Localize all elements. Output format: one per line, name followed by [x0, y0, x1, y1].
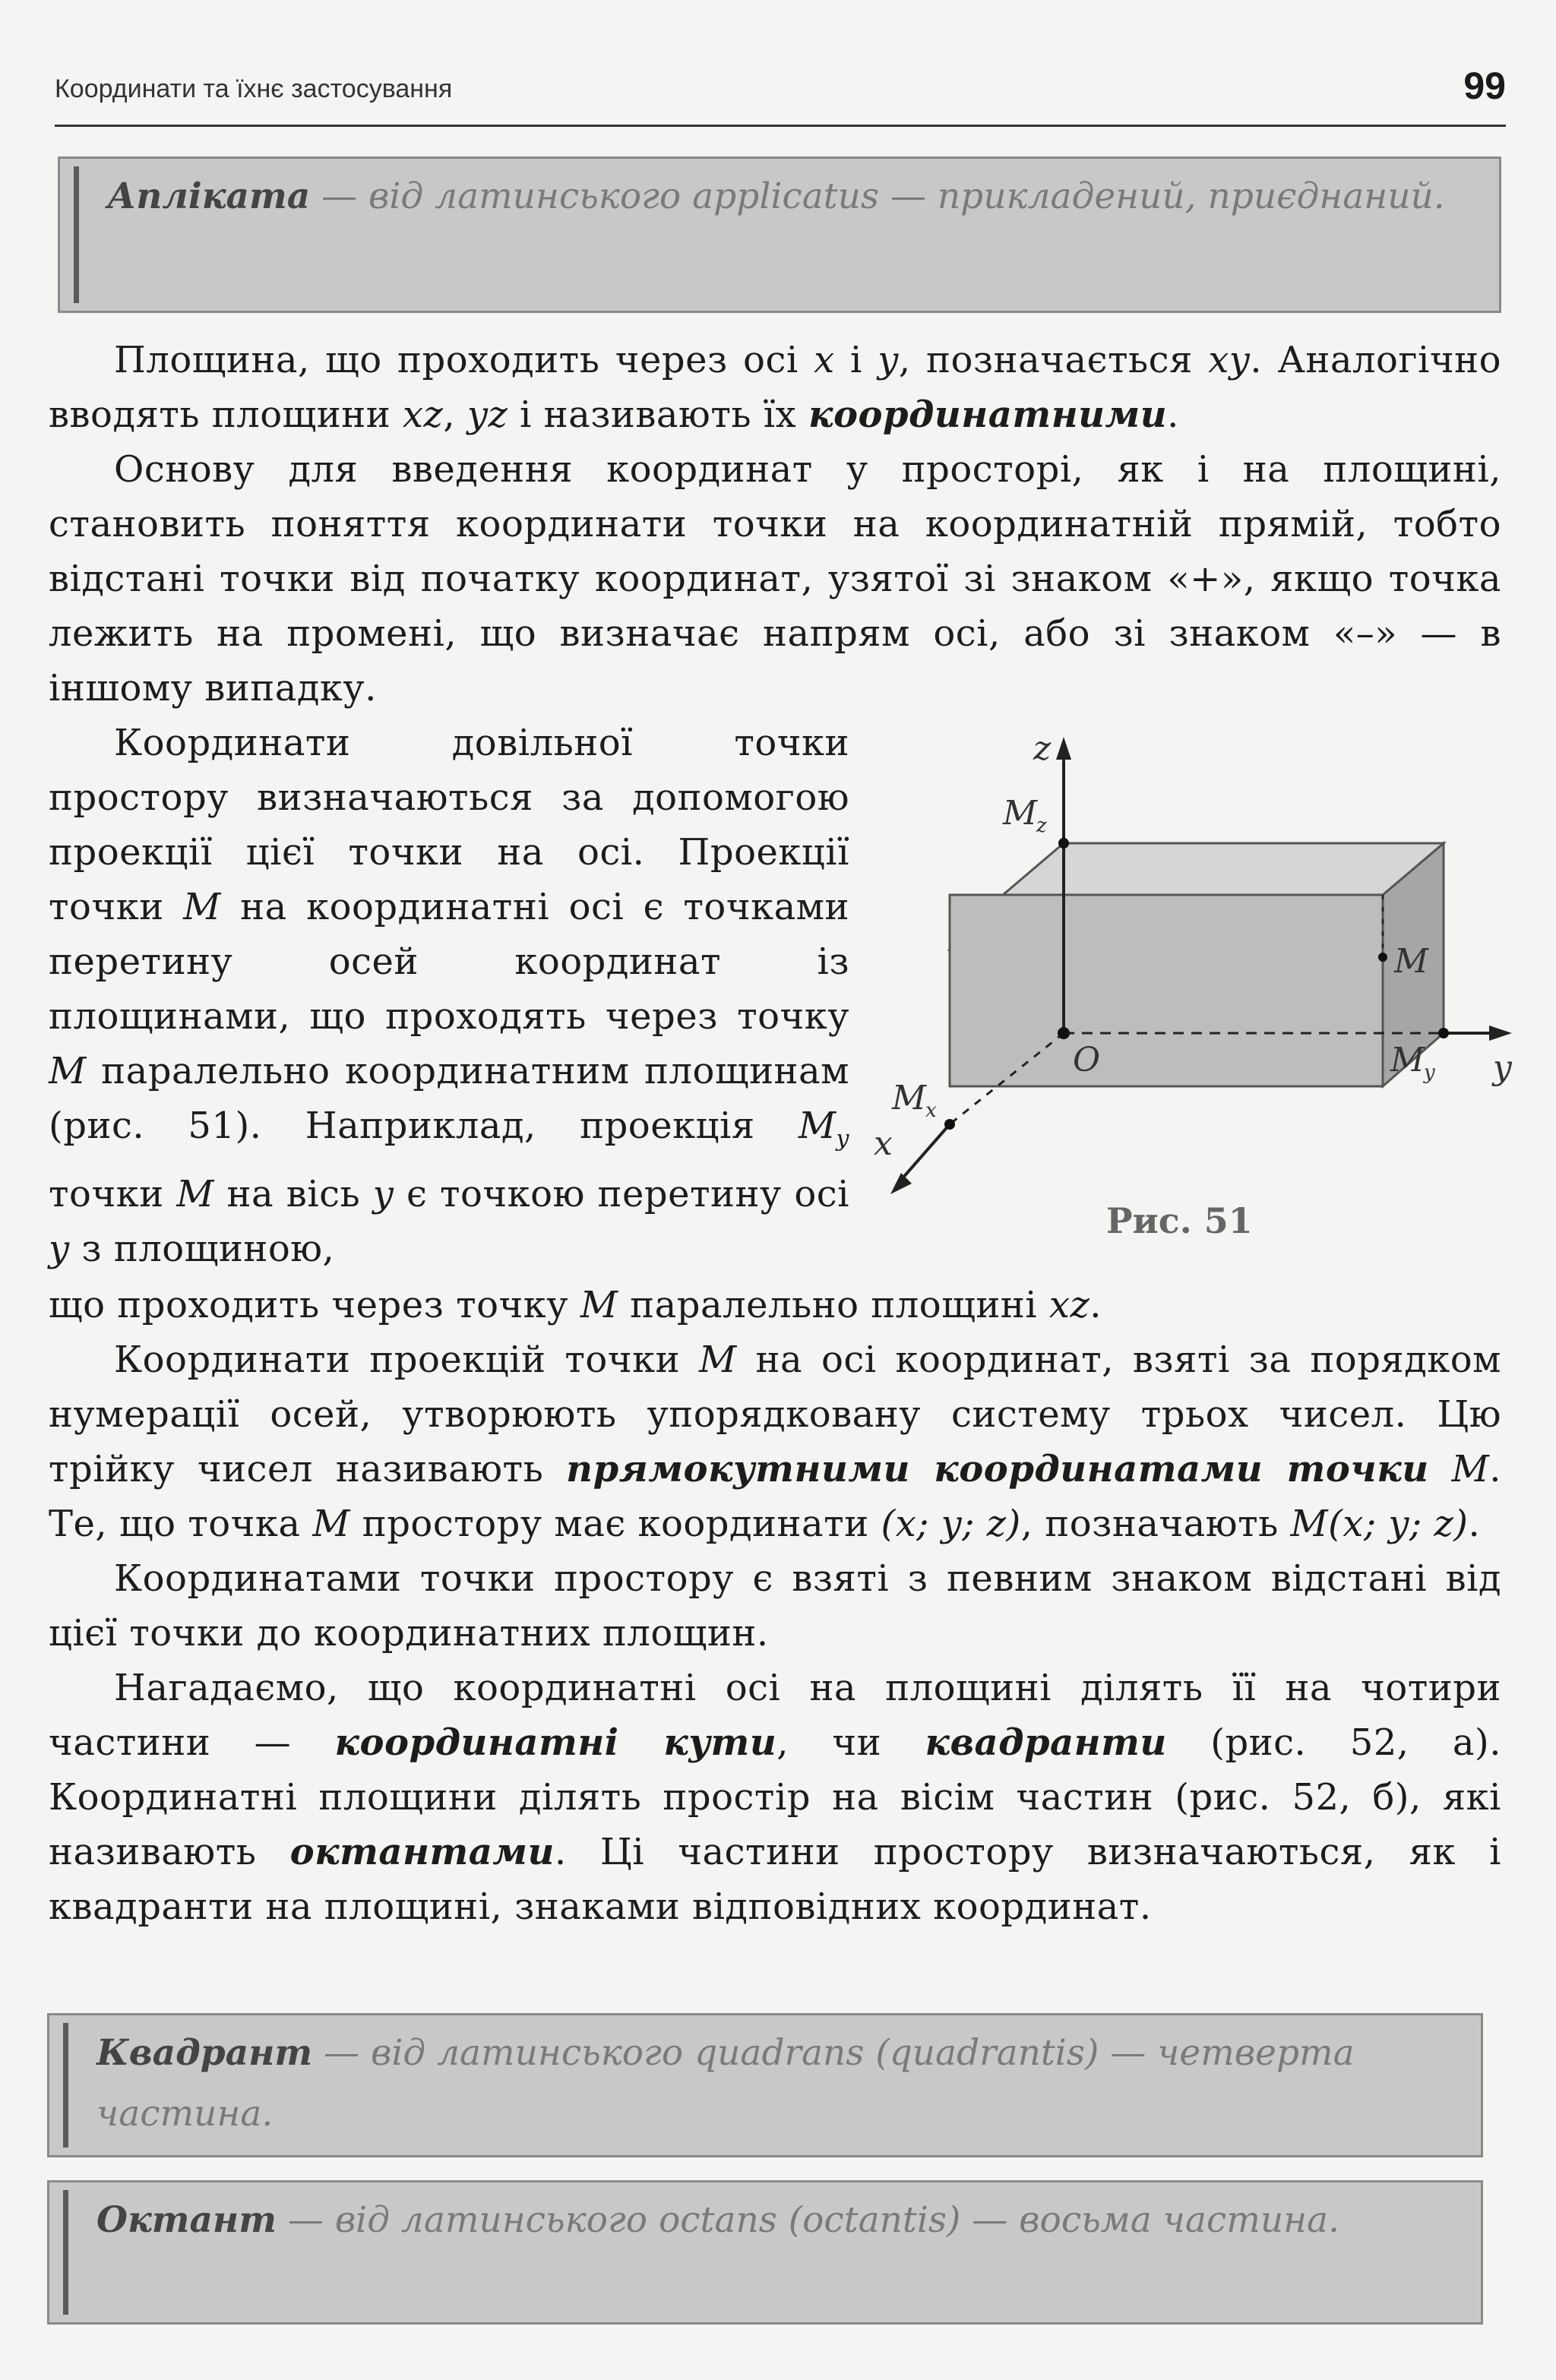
point-M — [1378, 953, 1387, 962]
axis-x-arrow — [890, 1173, 912, 1194]
term-quadrants: квадранти — [925, 1721, 1167, 1764]
gloss-box-applicata — [58, 156, 1501, 313]
figure-caption: Рис. 51 — [1106, 1200, 1253, 1241]
running-title: Координати та їхнє застосування — [55, 74, 453, 103]
page-number: 99 — [1463, 65, 1506, 107]
point-Mx — [944, 1119, 955, 1130]
paragraph-1: Площина, що проходить через осі x і y, позначається xy. Аналогічно вводять площини xz, yz і називають їх координатними. — [49, 339, 1502, 436]
paragraph-3-tail: що проходить через точку M паралельно площині xz. — [49, 1284, 1102, 1326]
paragraph-6: Нагадаємо, що координатні осі на площині ділять її на чотири частини — координатні кути, чи квадранти (рис. 52, а). Координатні площини ділять простір на вісім частин (рис. 52, б), які називають октантами. Ці частини простору визначаються, як і квадранти на площині, знаками відповідних координат. — [49, 1667, 1502, 1928]
page-header — [55, 64, 1506, 127]
axis-x — [897, 1124, 950, 1185]
term-coordinate-angles: координатні кути — [334, 1721, 777, 1764]
label-z: z — [1033, 729, 1052, 768]
gloss-term: Квадрант — [96, 2032, 313, 2074]
axis-z-arrow — [1056, 737, 1071, 760]
gloss-term: Апліката — [107, 175, 311, 217]
gloss-definition: — від латинського quadrans (quadrantis) — четверта частина. — [96, 2032, 1355, 2135]
label-y: y — [1493, 1048, 1512, 1087]
paragraph-3: Координати довільної точки простору визначаються за допомогою проекції цієї точки на осі. Проекції точки M на координатні осі є точками перетину осей координат із площинами, що проходять через точку M паралельно координатним площинам (рис. 51). Наприклад, проекція $M_y$ точки M на вісь y є точкою перетину осі y з площиною, — [49, 722, 850, 1270]
gloss-definition: — від латинського octans (octantis) — восьма частина. — [276, 2199, 1340, 2241]
label-x: x — [874, 1124, 893, 1163]
label-Mx: M — [892, 1079, 927, 1117]
term-coordinate-planes: координатними — [808, 394, 1168, 436]
term-octants: октантами — [289, 1831, 555, 1873]
gloss-box-octant — [47, 2180, 1483, 2325]
body-text-top — [49, 333, 1501, 716]
label-Mz-sub: z — [1036, 814, 1047, 837]
body-text-bottom — [49, 1278, 1501, 1934]
label-Mz: M — [1003, 794, 1038, 833]
label-My-sub: y — [1424, 1061, 1435, 1084]
label-O: O — [1073, 1041, 1101, 1079]
figure-51-coordinate-box — [851, 729, 1520, 1253]
gloss-definition: — від латинського applicatus — прикладений, приєднаний. — [310, 175, 1445, 217]
point-My — [1438, 1028, 1449, 1038]
term-rectangular-coordinates: прямокутними координатами точки — [566, 1448, 1429, 1490]
paragraph-4: Координати проекцій точки M на осі координат, взяті за порядком нумерації осей, утворюють упорядковану систему трьох чисел. Цю трійку чисел називають прямокутними координатами точки M. Те, що точка M простору має координати (x; y; z), позначають M(x; y; z). — [49, 1339, 1501, 1545]
label-Mx-sub: x — [925, 1099, 937, 1122]
label-M: M — [1394, 942, 1429, 981]
gloss-term: Октант — [96, 2199, 277, 2241]
paragraph-2: Основу для введення координат у просторі, як і на площині, становить поняття координати точки на координатній прямій, тобто відстані точки від початку координат, узятої зі знаком «+», якщо точка лежить на промені, що визначає напрям осі, або зі знаком «–» — в іншому випадку. — [49, 448, 1501, 710]
box-front-face — [950, 895, 1383, 1086]
gloss-box-quadrant — [47, 2013, 1483, 2157]
point-Mz — [1058, 838, 1069, 849]
body-text-wrapped — [49, 716, 849, 1276]
box-top-face-back — [1003, 843, 1444, 895]
axis-y-arrow — [1489, 1026, 1512, 1041]
paragraph-5: Координатами точки простору є взяті з певним знаком відстані від цієї точки до координатних площин. — [49, 1557, 1501, 1655]
point-O — [1058, 1027, 1070, 1039]
label-My: M — [1390, 1041, 1425, 1079]
